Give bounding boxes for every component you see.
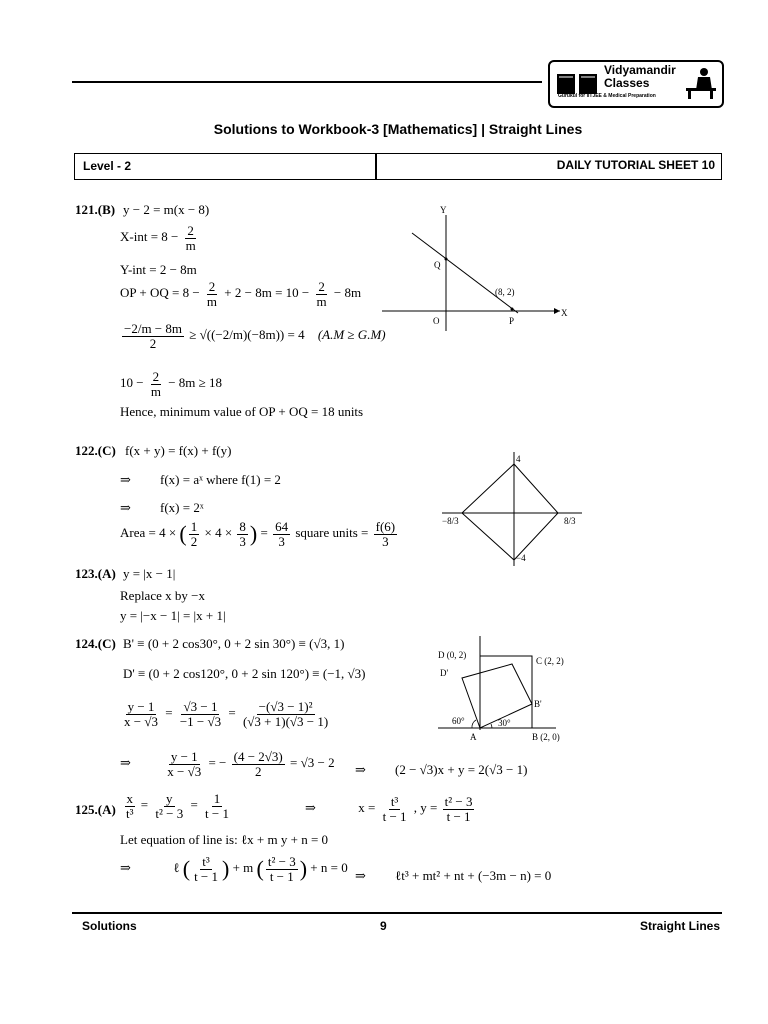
q121-amgm: $\frac{-2/m - 8m}{2}$ ≥ √((−2/m)(−8m)) = 4 (A.M ≥ G.M) xyxy=(124,321,386,351)
page-number: 9 xyxy=(380,919,387,933)
q122-label: 122.(C) xyxy=(75,443,116,458)
point-p-label: P xyxy=(509,316,515,326)
q124-label: 124.(C) xyxy=(75,636,116,651)
brand-name: Vidyamandir Classes xyxy=(604,63,676,90)
sheet-label: DAILY TUTORIAL SHEET 10 xyxy=(556,158,715,172)
header-rule xyxy=(72,81,542,83)
diamond-top-label: 4 xyxy=(516,454,521,464)
q121-inequality: 10 − $\frac{2}{m}$ − 8m ≥ 18 xyxy=(120,369,223,399)
diamond-left-label: −8/3 xyxy=(442,516,459,526)
q121-sum: OP + OQ = 8 − $\frac{2}{m}$ + 2 − 8m = 10 − $\frac{2}{m}$ − 8m xyxy=(120,279,362,309)
footer-right: Straight Lines xyxy=(639,919,720,933)
footer-left: Solutions xyxy=(82,919,137,933)
q124-graph xyxy=(436,634,586,744)
student-at-desk-icon xyxy=(682,66,718,100)
level-label: Level - 2 xyxy=(83,159,132,173)
point-dprime-label: D' xyxy=(440,668,449,678)
point-a-label: A xyxy=(470,732,477,742)
point-c-label: C (2, 2) xyxy=(536,656,564,666)
q124-result: ⇒ (2 − √3)x + y = 2(√3 − 1) xyxy=(355,762,528,777)
point-b-label: B (2, 0) xyxy=(532,732,560,742)
q123-line1: y = |x − 1| xyxy=(123,566,176,581)
point-bprime-label: B' xyxy=(534,699,542,709)
q121-xint: X-int = 8 − $\frac{2}{m}$ xyxy=(120,223,196,253)
q123-line2: Replace x by −x xyxy=(120,588,205,603)
q124-line4: ⇒ $\frac{y - 1}{x - √3}$ = − $\frac{(4 - 2√3)}{2}$ = √3 − 2 xyxy=(120,749,335,779)
diamond-right-label: 8/3 xyxy=(564,516,576,526)
q122-line2: ⇒ f(x) = aˣ where f(1) = 2 xyxy=(120,472,281,487)
q121-line1: y − 2 = m(x − 8) xyxy=(123,202,210,217)
point-82-label: (8, 2) xyxy=(495,287,515,297)
diamond-bottom-label: −4 xyxy=(516,553,526,563)
level-bar xyxy=(74,153,722,180)
q122-line3: ⇒ f(x) = 2ˣ xyxy=(120,500,204,515)
q125-line2: Let equation of line is: ℓx + m y + n = 0 xyxy=(120,832,329,847)
q121-label: 121.(B) xyxy=(75,202,116,217)
angle-30-label: 30° xyxy=(498,718,511,728)
q123-label: 123.(A) xyxy=(75,566,116,581)
q124-line1: B' ≡ (0 + 2 cos30°, 0 + 2 sin 30°) ≡ (√3, 1) xyxy=(123,636,345,651)
q125-final: ⇒ ℓt³ + mt² + nt + (−3m − n) = 0 xyxy=(355,868,552,883)
angle-60-label: 60° xyxy=(452,716,465,726)
q125-label: 125.(A) xyxy=(75,802,116,817)
brand-tagline: Gurukul for IITJEE & Medical Preparation xyxy=(558,93,656,99)
q122-area: Area = 4 × ( $\frac{1}{2}$ × 4 × $\frac{8}{3}$ ) = $\frac{64}{3}$ square units = $\frac{f(6)}{3}$ xyxy=(120,519,396,549)
q121-yint: Y-int = 2 − 8m xyxy=(120,262,197,277)
q122-graph xyxy=(438,448,588,568)
point-d-label: D (0, 2) xyxy=(438,650,467,660)
origin-label: O xyxy=(433,316,440,326)
axis-x-label: X xyxy=(561,308,568,318)
q124-slope: $\frac{y - 1}{x - √3}$ = $\frac{√3 - 1}{-1 - √3}$ = $\frac{\text{−(√3 − 1)²}}{(√3 + 1)(√3 - 1)}$ xyxy=(124,699,329,729)
q123-line3: y = |−x − 1| = |x + 1| xyxy=(120,608,226,623)
q122-line1: f(x + y) = f(x) + f(y) xyxy=(125,443,232,458)
footer-rule xyxy=(72,912,722,914)
q125-param: ⇒ x = $\frac{\text{t³}}{t - 1}$ , y = $\frac{\text{t² − 3}}{t - 1}$ xyxy=(305,794,473,824)
brand-logo xyxy=(548,60,724,108)
q125-substitution: ⇒ ℓ ( $\frac{\text{t³}}{t - 1}$ ) + m ( $\frac{\text{t² − 3}}{t - 1}$ ) + n = 0 xyxy=(120,854,348,884)
q124-line2: D' ≡ (0 + 2 cos120°, 0 + 2 sin 120°) ≡ (−1, √3) xyxy=(123,666,366,681)
point-q-label: Q xyxy=(434,260,441,270)
q121-conclusion: Hence, minimum value of OP + OQ = 18 units xyxy=(120,404,364,419)
q121-graph xyxy=(380,203,570,333)
q125-proportion: $\frac{x}{\text{t³}}$ = $\frac{y}{\text{t² − 3}}$ = $\frac{1}{t - 1}$ xyxy=(126,791,229,821)
page-title: Solutions to Workbook-3 [Mathematics] | Straight Lines xyxy=(213,121,583,137)
axis-y-label: Y xyxy=(440,205,447,215)
